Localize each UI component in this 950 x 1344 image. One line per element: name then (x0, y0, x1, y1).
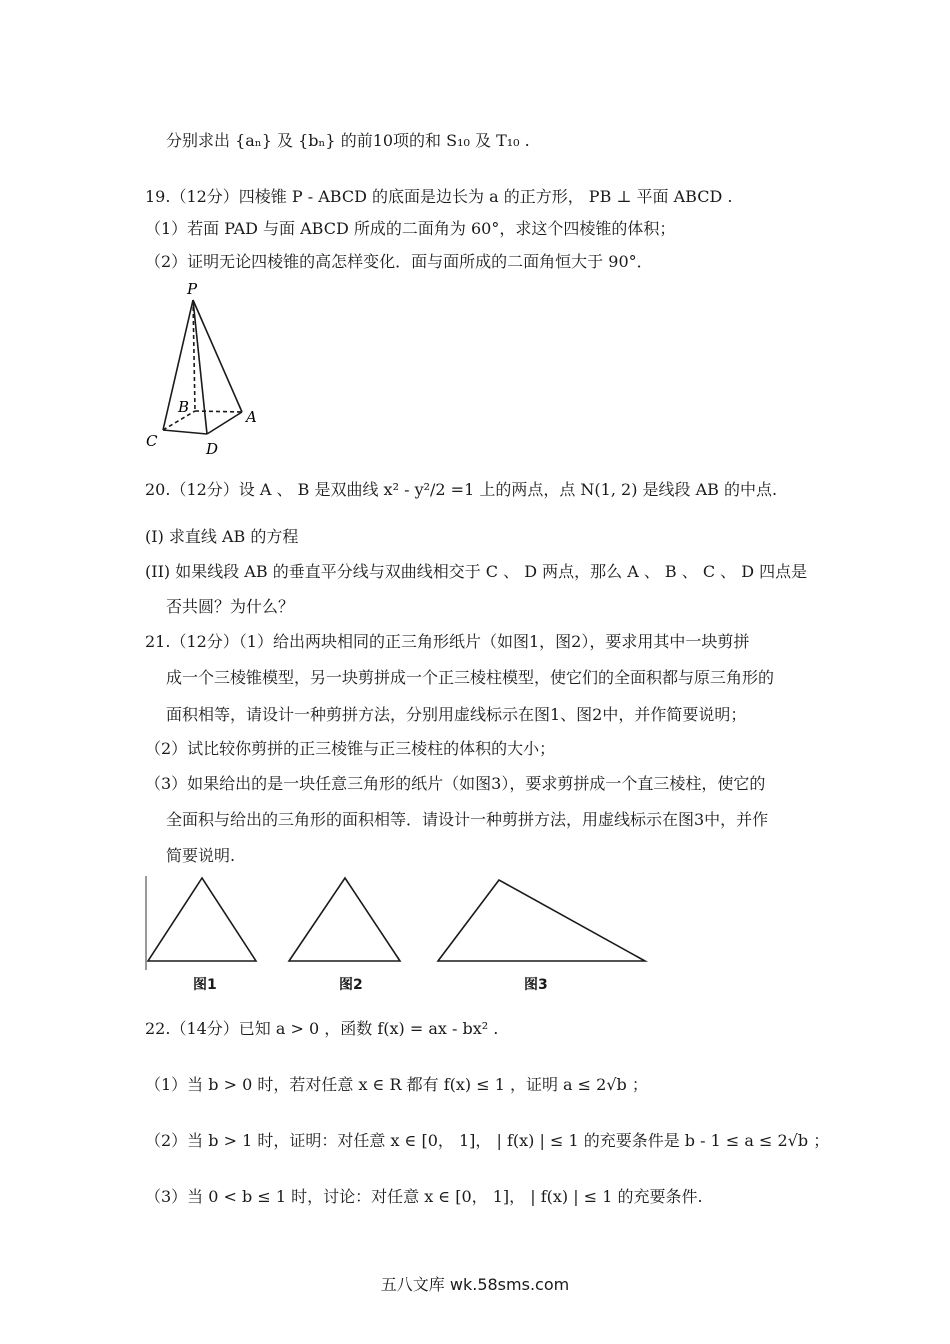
question-20-part-2-cont: 否共圆？为什么？ (166, 597, 295, 616)
figure-caption-2: 图2 (339, 977, 363, 993)
question-21-stem-cont-1: 成一个三棱锥模型，另一块剪拼成一个正三棱柱模型，使它们的全面积都与原三角形的 (166, 668, 775, 687)
vertex-label-d: D (206, 440, 219, 458)
page-footer: 五八文库 wk.58sms.com (380, 1275, 570, 1294)
pyramid-figure (140, 280, 270, 460)
question-19-part-2: （2）证明无论四棱锥的高怎样变化．面与面所成的二面角恒大于 90°． (145, 252, 653, 271)
triangle-fig2 (289, 878, 400, 961)
question-19-stem: 19.（12分）四棱锥 P - ABCD 的底面是边长为 a 的正方形， PB ⊥ 平面 ABCD . (145, 187, 733, 206)
question-22-part-1: （1）当 b > 0 时，若对任意 x ∈ R 都有 f(x) ≤ 1 ，证明 a ≤ 2√b ； (145, 1075, 648, 1094)
question-20-stem: 20.（12分）设 A 、 B 是双曲线 x² - y²/2 =1 上的两点，点 N(1, 2) 是线段 AB 的中点. (145, 480, 778, 499)
question-21-part-3: （3）如果给出的是一块任意三角形的纸片（如图3），要求剪拼成一个直三棱柱，使它的 (145, 774, 766, 793)
question-22-part-2: （2）当 b > 1 时，证明：对任意 x ∈ [0， 1]， | f(x) | ≤ 1 的充要条件是 b - 1 ≤ a ≤ 2√b ； (145, 1131, 830, 1150)
vertex-label-a: A (246, 408, 257, 426)
figure-caption-3: 图3 (524, 977, 548, 993)
text-line-q18-continuation: 分别求出 {aₙ} 及 {bₙ} 的前10项的和 S₁₀ 及 T₁₀ . (166, 131, 530, 150)
question-21-part-2: （2）试比较你剪拼的正三棱锥与正三棱柱的体积的大小； (145, 739, 556, 758)
question-21-stem: 21.（12分）（1）给出两块相同的正三角形纸片（如图1，图2），要求用其中一块剪拼 (145, 632, 750, 651)
figure-caption-1: 图1 (193, 977, 217, 993)
question-21-part-3-cont-2: 简要说明. (166, 846, 236, 865)
question-21-part-3-cont-1: 全面积与给出的三角形的面积相等．请设计一种剪拼方法，用虚线标示在图3中，并作 (166, 810, 769, 829)
question-20-part-2: (II) 如果线段 AB 的垂直平分线与双曲线相交于 C 、 D 两点，那么 A 、 B 、 C 、 D 四点是 (145, 562, 808, 581)
vertex-label-p: P (187, 280, 198, 298)
question-20-part-1: (I) 求直线 AB 的方程 (145, 527, 299, 546)
triangle-figures (140, 872, 660, 972)
question-21-stem-cont-2: 面积相等，请设计一种剪拼方法，分别用虚线标示在图1、图2中，并作简要说明； (166, 705, 747, 724)
vertex-label-b: B (178, 398, 190, 416)
vertex-label-c: C (146, 432, 158, 450)
question-22-part-3: （3）当 0 < b ≤ 1 时，讨论：对任意 x ∈ [0， 1]， | f(x) | ≤ 1 的充要条件. (145, 1187, 703, 1206)
triangle-fig1 (148, 878, 256, 961)
question-22-stem: 22.（14分）已知 a > 0 ，函数 f(x) = ax - bx² . (145, 1019, 499, 1038)
triangle-fig3 (438, 880, 645, 961)
question-19-part-1: （1）若面 PAD 与面 ABCD 所成的二面角为 60°，求这个四棱锥的体积； (145, 219, 676, 238)
